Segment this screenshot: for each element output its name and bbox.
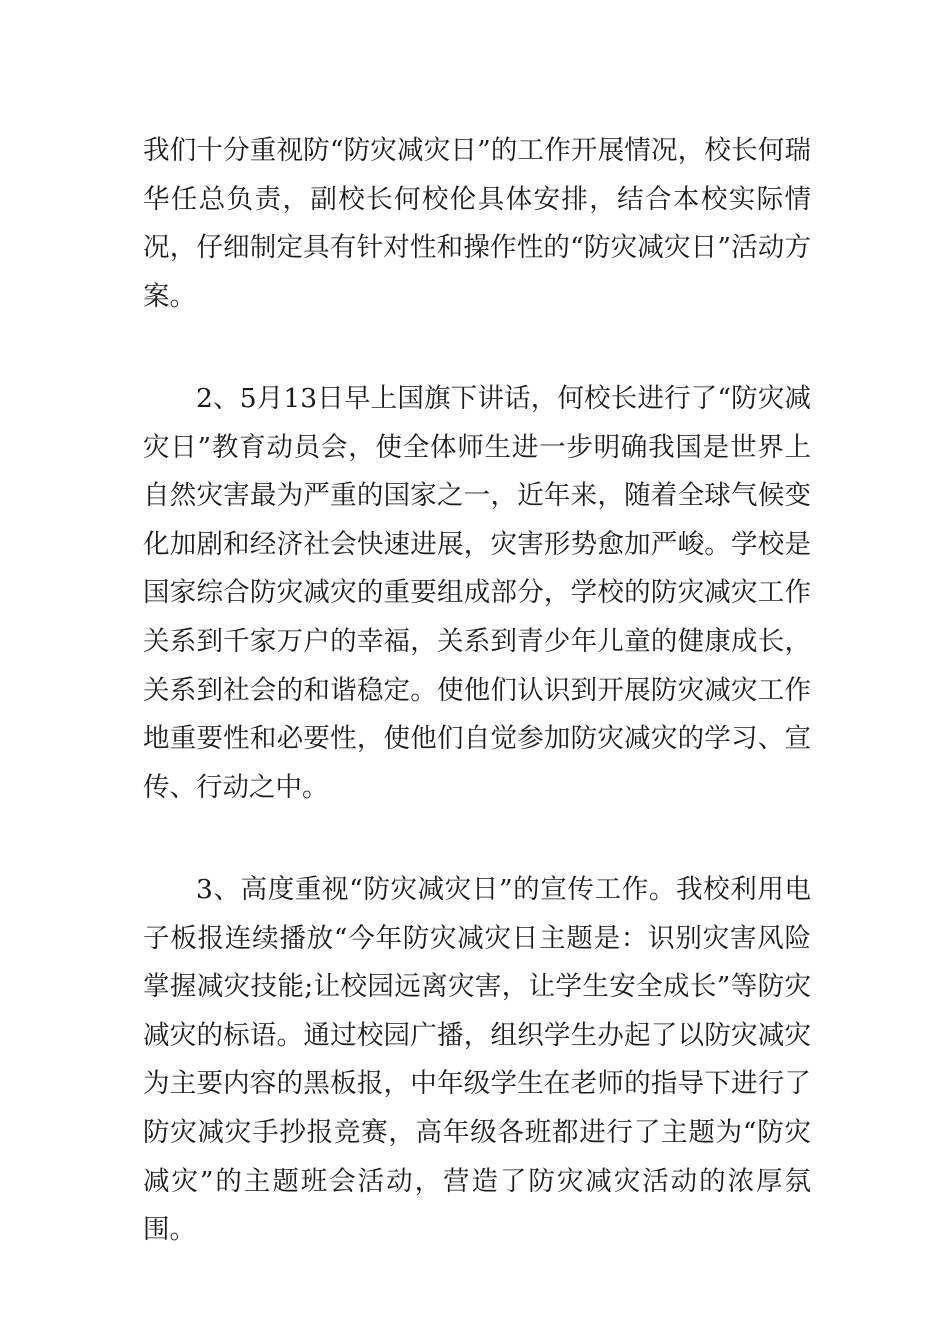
- paragraph-item-3: 3、高度重视“防灾减灾日”的宣传工作。我校利用电子板报连续播放“今年防灾减灾日主题是：识别灾害风险掌握减灾技能;让校园远离灾害，让学生安全成长”等防灾减灾的标语。通过校园广播，组织学生办起了以防灾减灾为主要内容的黑板报，中年级学生在老师的指导下进行了防灾减灾手抄报竞赛，高年级各班都进行了主题为“防灾减灾”的主题班会活动，营造了防灾减灾活动的浓厚氛围。: [143, 874, 811, 1246]
- paragraph-intro: 我们十分重视防“防灾减灾日”的工作开展情况，校长何瑞华任总负责，副校长何校伦具体安排，结合本校实际情况，仔细制定具有针对性和操作性的“防灾减灾日”活动方案。: [143, 135, 811, 312]
- paragraph-item-2: 2、5月13日早上国旗下讲话，何校长进行了“防灾减灾日”教育动员会，使全体师生进一步明确我国是世界上自然灾害最为严重的国家之一，近年来，随着全球气候变化加剧和经济社会快速进展，灾害形势愈加严峻。学校是国家综合防灾减灾的重要组成部分，学校的防灾减灾工作关系到千家万户的幸福，关系到青少年儿童的健康成长，关系到社会的和谐稳定。使他们认识到开展防灾减灾工作地重要性和必要性，使他们自觉参加防灾减灾的学习、宣传、行动之中。: [143, 383, 811, 803]
